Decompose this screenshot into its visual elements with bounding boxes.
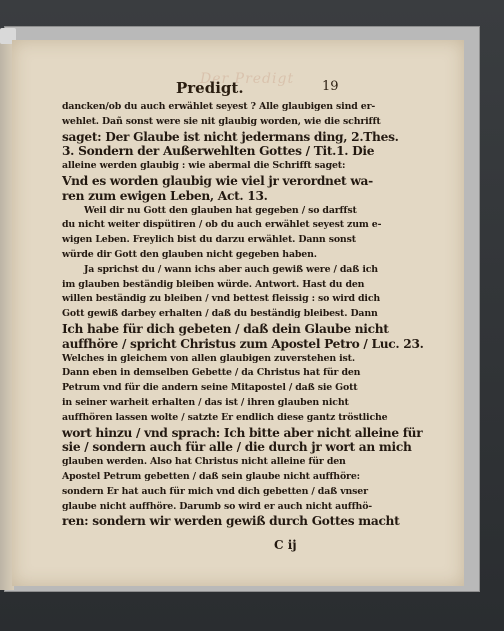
text-line: Weil dir nu Gott den glauben hat gegeben / so darffst xyxy=(84,204,357,216)
text-line: sondern Er hat auch für mich vnd dich gebetten / daß vnser xyxy=(62,485,368,497)
signature-mark: C ij xyxy=(274,538,297,552)
text-line: wort hinzu / vnd sprach: Ich bitte aber nicht alleine für xyxy=(62,425,423,440)
text-line: Apostel Petrum gebetten / daß sein glaube nicht auffhöre: xyxy=(62,470,360,482)
text-line: 3. Sondern der Außerwehlten Gottes / Tit.1. Die xyxy=(62,144,375,159)
text-line: sie / sondern auch für alle / die durch jr wort an mich xyxy=(62,440,412,455)
page-header xyxy=(60,79,360,101)
page-number: 19 xyxy=(322,79,339,94)
bleed-through-text: Der Predigt xyxy=(200,71,295,87)
text-line: Dann eben in demselben Gebette / da Christus hat für den xyxy=(62,367,361,379)
text-line: im glauben beständig bleiben würde. Antwort. Hast du den xyxy=(62,278,365,290)
text-line: dancken/ob du auch erwählet seyest ? Alle glaubigen sind er- xyxy=(62,101,376,112)
text-line: Welches in gleichem von allen glaubigen zuverstehen ist. xyxy=(62,352,355,364)
text-line: auffhöre / spricht Christus zum Apostel Petro / Luc. 23. xyxy=(62,336,424,351)
text-line: wigen Leben. Freylich bist du darzu erwählet. Dann sonst xyxy=(62,234,356,246)
text-line: Ja sprichst du / wann ichs aber auch gewiß were / daß ich xyxy=(84,263,378,275)
text-line: würde dir Gott den glauben nicht gegeben haben. xyxy=(62,248,317,260)
text-line: du nicht weiter dispütiren / ob du auch erwählet seyest zum e- xyxy=(62,219,382,231)
text-line: Ich habe für dich gebeten / daß dein Glaube nicht xyxy=(62,321,389,336)
text-line: in seiner warheit erhalten / das ist / ihren glauben nicht xyxy=(62,396,349,408)
text-line: ren: sondern wir werden gewiß durch Gottes macht xyxy=(62,514,400,529)
text-line: auffhören lassen wolte / satzte Er endlich diese gantz tröstliche xyxy=(62,411,388,423)
text-line: Petrum vnd für die andern seine Mitapostel / daß sie Gott xyxy=(62,382,358,394)
running-head: Predigt. xyxy=(176,79,244,97)
page-footer xyxy=(60,538,350,556)
text-line: glauben werden. Also hat Christus nicht alleine für den xyxy=(62,456,346,468)
text-line: wehlet. Dañ sonst were sie nit glaubig worden, wie die schrifft xyxy=(62,115,381,127)
body-text xyxy=(62,100,424,529)
text-line: Gott gewiß darbey erhalten / daß du beständig bleibest. Dann xyxy=(62,308,378,320)
text-line: glaube nicht auffhöre. Darumb so wird er auch nicht auffhö- xyxy=(62,500,373,512)
text-line: ren zum ewigen Leben, Act. 13. xyxy=(62,188,268,203)
text-line: willen beständig zu bleiben / vnd bettest fleissig : so wird dich xyxy=(62,293,381,305)
text-line: alleine werden glaubig : wie abermal die Schrifft saget: xyxy=(62,160,346,172)
text-line: Vnd es worden glaubig wie viel jr verordnet wa- xyxy=(62,173,373,188)
text-line: saget: Der Glaube ist nicht jedermans ding, 2.Thes. xyxy=(62,129,399,144)
